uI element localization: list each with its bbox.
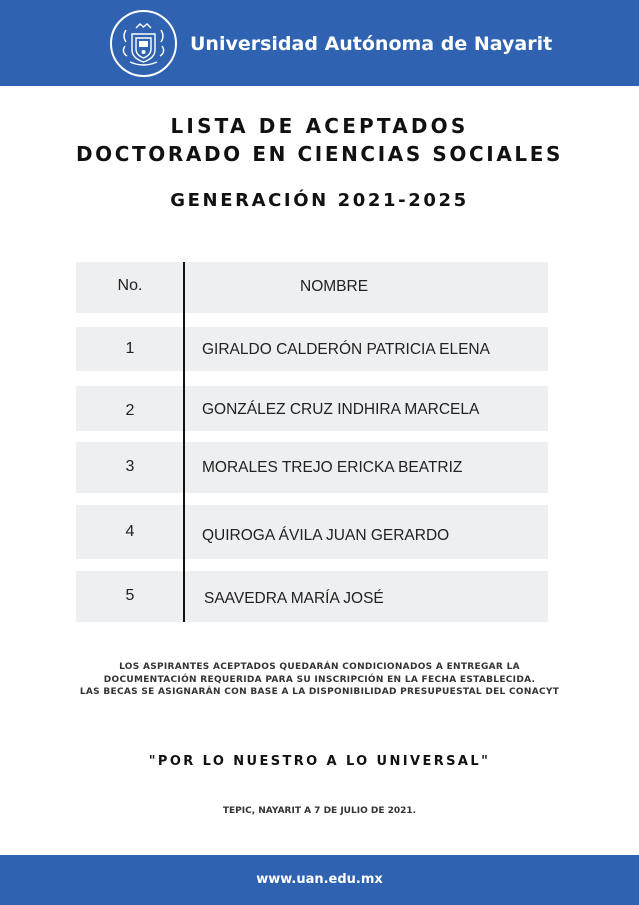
title-line-2: DOCTORADO EN CIENCIAS SOCIALES bbox=[75, 142, 564, 166]
table-header-row bbox=[76, 262, 548, 313]
university-name: Universidad Autónoma de Nayarit bbox=[190, 33, 553, 55]
row-name: MORALES TREJO ERICKA BEATRIZ bbox=[202, 459, 463, 476]
row-number: 4 bbox=[125, 523, 135, 540]
table-row bbox=[76, 505, 548, 559]
column-divider bbox=[183, 262, 185, 622]
row-number: 5 bbox=[125, 587, 135, 604]
row-name: GONZÁLEZ CRUZ INDHIRA MARCELA bbox=[202, 401, 480, 418]
table-row bbox=[76, 327, 548, 371]
notice-line-3: LAS BECAS SE ASIGNARÁN CON BASE A LA DISPONIBILIDAD PRESUPUESTAL DEL CONACYT bbox=[79, 687, 560, 697]
university-seal-icon bbox=[110, 10, 177, 77]
row-name: GIRALDO CALDERÓN PATRICIA ELENA bbox=[202, 341, 490, 358]
name-column-header: NOMBRE bbox=[300, 278, 369, 295]
notice-text bbox=[0, 661, 639, 699]
generation-title: GENERACIÓN 2021-2025 bbox=[170, 190, 469, 211]
title-line-1: LISTA DE ACEPTADOS bbox=[170, 114, 469, 138]
university-motto: "POR LO NUESTRO A LO UNIVERSAL" bbox=[148, 754, 491, 769]
row-number: 3 bbox=[125, 458, 135, 475]
notice-line-1: LOS ASPIRANTES ACEPTADOS QUEDARÁN CONDICIONADOS A ENTREGAR LA bbox=[119, 662, 520, 672]
number-column-header: No. bbox=[117, 277, 143, 294]
table-row bbox=[76, 442, 548, 493]
row-name: SAAVEDRA MARÍA JOSÉ bbox=[204, 590, 384, 607]
row-number: 2 bbox=[125, 402, 135, 419]
table-row bbox=[76, 386, 548, 431]
website-link[interactable]: www.uan.edu.mx bbox=[256, 872, 383, 887]
notice-line-2: DOCUMENTACIÓN REQUERIDA PARA SU INSCRIPCIÓN EN LA FECHA ESTABLECIDA. bbox=[103, 674, 536, 685]
place-date: TEPIC, NAYARIT A 7 DE JULIO DE 2021. bbox=[222, 806, 417, 816]
table-row bbox=[76, 571, 548, 622]
footer-banner bbox=[0, 855, 639, 905]
row-name: QUIROGA ÁVILA JUAN GERARDO bbox=[202, 527, 450, 544]
row-number: 1 bbox=[125, 340, 135, 357]
header-banner bbox=[0, 0, 639, 86]
